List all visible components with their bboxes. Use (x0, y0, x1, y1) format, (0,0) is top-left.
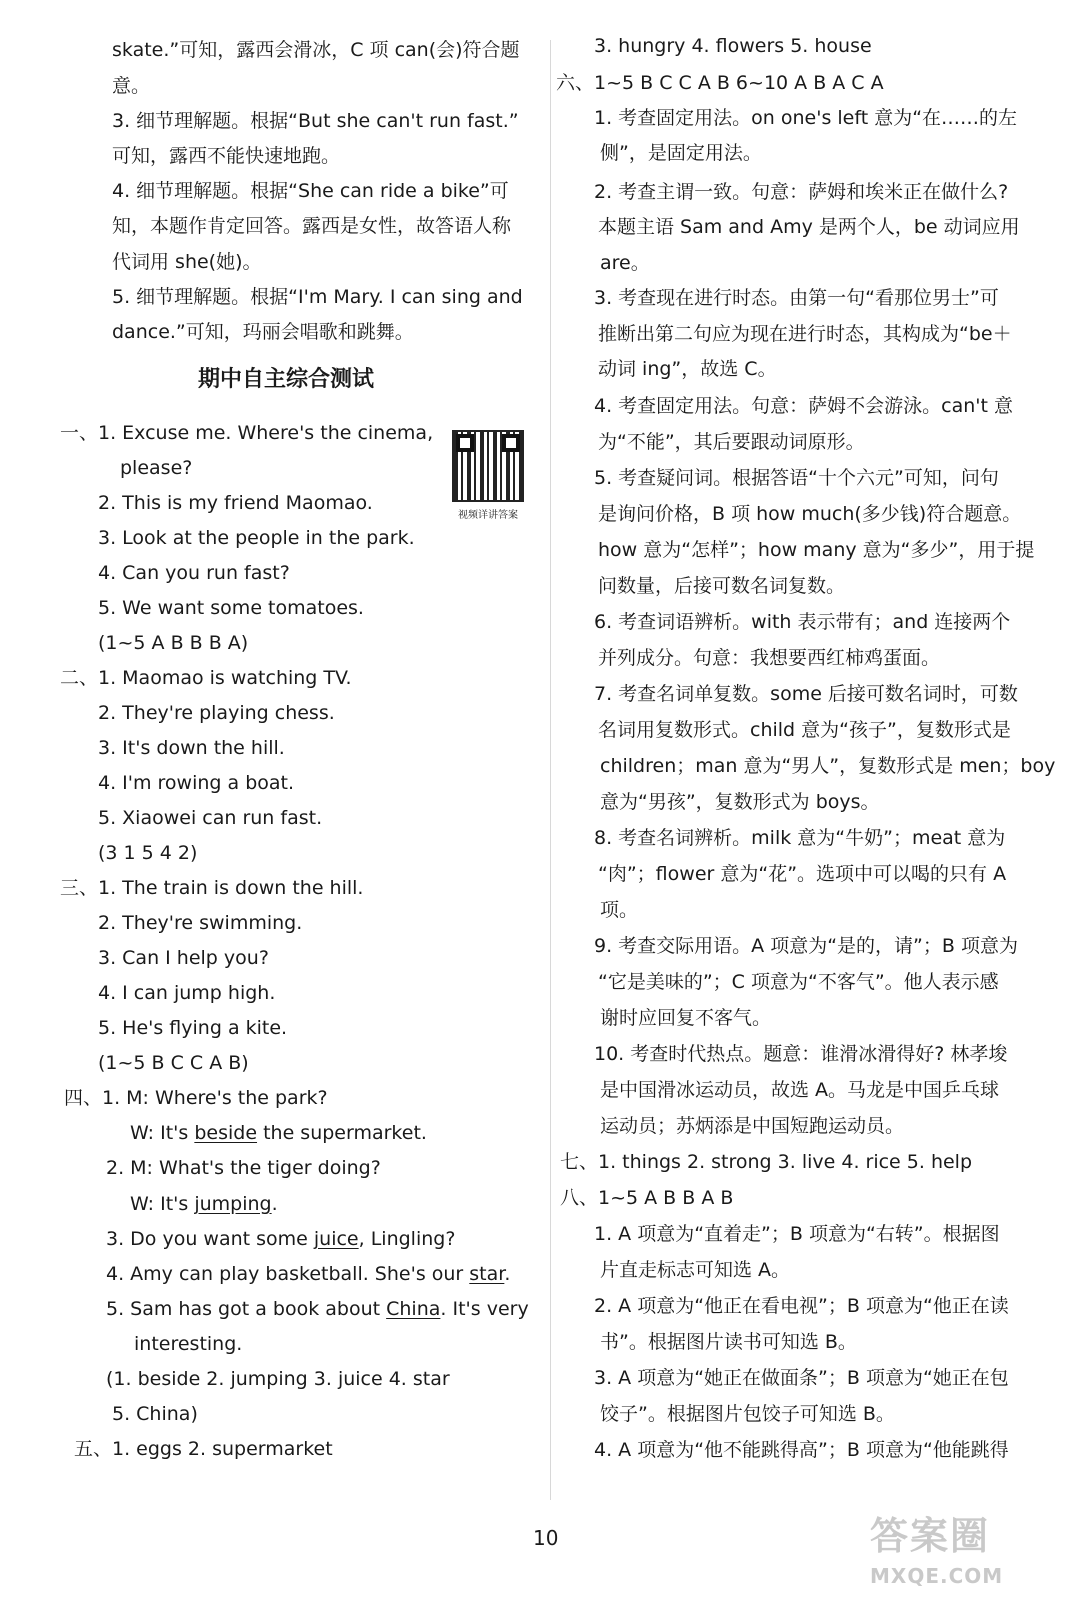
qr-caption: 视频详讲答案 (458, 510, 518, 521)
text-line: 并列成分。句意：我想要西红柿鸡蛋面。 (598, 647, 941, 669)
text-line: 为“不能”，其后要跟动词原形。 (598, 431, 865, 453)
text-line: W: It's jumping. (130, 1193, 278, 1215)
text-line: 4. 细节理解题。根据“She can ride a bike”可 (112, 180, 509, 202)
text-line: 一、1. Excuse me. Where's the cinema, (60, 422, 434, 444)
text-line: 2. They're playing chess. (98, 702, 335, 724)
text-line: “它是美味的”；C 项意为“不客气”。他人表示感 (598, 971, 999, 993)
text-line: 2. They're swimming. (98, 912, 303, 934)
text-line: 4. I can jump high. (98, 982, 276, 1004)
text-line: 名词用复数形式。child 意为“孩子”，复数形式是 (598, 719, 1011, 741)
text-line: 3. hungry 4. flowers 5. house (594, 35, 872, 57)
text-line: 4. 考查固定用法。句意：萨姆不会游泳。can't 意 (594, 395, 1014, 417)
text-line: 2. M: What's the tiger doing? (106, 1157, 381, 1179)
text-line: 1. 考查固定用法。on one's left 意为“在……的左 (594, 107, 1018, 129)
text-line: 意。 (112, 75, 151, 97)
text-line: 侧”，是固定用法。 (600, 142, 762, 164)
text-line: 2. 考查主谓一致。句意：萨姆和埃米正在做什么? (594, 181, 1009, 203)
text-line: 运动员；苏炳添是中国短跑运动员。 (600, 1115, 905, 1137)
text-line: 7. 考查名词单复数。some 后接可数名词时，可数 (594, 683, 1018, 705)
text-line: 项。 (600, 899, 639, 921)
section-heading: 期中自主综合测试 (198, 367, 375, 392)
text-line: 片直走标志可知选 A。 (600, 1259, 791, 1281)
text-line: 五、1. eggs 2. supermarket (74, 1438, 333, 1460)
text-line: 5. 细节理解题。根据“I'm Mary. I can sing and (112, 286, 523, 308)
text-line: 4. Can you run fast? (98, 562, 290, 584)
text-line: 3. Look at the people in the park. (98, 527, 415, 549)
text-line: 知，本题作肯定回答。露西是女性，故答语人称 (112, 215, 512, 237)
text-line: 4. A 项意为“他不能跳得高”；B 项意为“他能跳得 (594, 1439, 1009, 1461)
text-line: 5. We want some tomatoes. (98, 597, 364, 619)
text-line: 5. Xiaowei can run fast. (98, 807, 323, 829)
text-line: 5. China) (112, 1403, 198, 1425)
text-line: 2. A 项意为“他正在看电视”；B 项意为“他正在读 (594, 1295, 1009, 1317)
qr-code-box[interactable] (448, 430, 528, 528)
watermark (870, 1505, 1050, 1595)
text-line: (1~5 B C C A B) (98, 1052, 249, 1074)
text-line: children；man 意为“男人”，复数形式是 men；boy (600, 755, 1056, 777)
text-line: 六、1~5 B C C A B 6~10 A B A C A (556, 72, 884, 94)
text-line: 2. This is my friend Maomao. (98, 492, 373, 514)
text-line: skate.”可知，露西会滑冰，C 项 can(会)符合题 (112, 39, 520, 61)
text-line: (1. beside 2. jumping 3. juice 4. star (106, 1368, 450, 1390)
column-divider (550, 40, 551, 1500)
text-line: 5. He's flying a kite. (98, 1017, 288, 1039)
text-line: 意为“男孩”，复数形式为 boys。 (600, 791, 880, 813)
text-line: 3. Can I help you? (98, 947, 269, 969)
text-line: 10. 考查时代热点。题意：谁滑冰滑得好? 林孝埈 (594, 1043, 1008, 1065)
text-line: 二、1. Maomao is watching TV. (60, 667, 352, 689)
text-line: 可知，露西不能快速地跑。 (112, 145, 341, 167)
watermark-logo: 答案圈 (870, 1514, 991, 1558)
text-line: 3. 考查现在进行时态。由第一句“看那位男士”可 (594, 287, 999, 309)
text-line: 3. 细节理解题。根据“But she can't run fast.” (112, 110, 519, 132)
text-line: 3. Do you want some juice, Lingling? (106, 1228, 456, 1250)
text-line: 5. 考查疑问词。根据答语“十个六元”可知，问句 (594, 467, 999, 489)
text-line: 3. It's down the hill. (98, 737, 285, 759)
text-line: dance.”可知，玛丽会唱歌和跳舞。 (112, 321, 414, 343)
text-line: 四、1. M: Where's the park? (64, 1087, 328, 1109)
text-line: 推断出第二句应为现在进行时态，其构成为“be＋ (598, 323, 1012, 345)
text-line: 5. Sam has got a book about China. It's very (106, 1298, 529, 1320)
text-line: 代词用 she(她)。 (112, 251, 262, 273)
text-line: 本题主语 Sam and Amy 是两个人，be 动词应用 (598, 216, 1020, 238)
text-line: 是中国滑冰运动员，故选 A。马龙是中国乒乓球 (600, 1079, 1000, 1101)
text-line: interesting. (134, 1333, 243, 1355)
text-line: are。 (600, 252, 650, 274)
text-line: 动词 ing”，故选 C。 (598, 358, 777, 380)
text-line: please? (120, 457, 193, 479)
text-line: 4. Amy can play basketball. She's our star. (106, 1263, 511, 1285)
text-line: (3 1 5 4 2) (98, 842, 198, 864)
text-line: “肉”；flower 意为“花”。选项中可以喝的只有 A (598, 863, 1007, 885)
text-line: 八、1~5 A B B A B (560, 1187, 734, 1209)
text-line: W: It's beside the supermarket. (130, 1122, 427, 1144)
text-line: (1~5 A B B B A) (98, 632, 249, 654)
text-line: 饺子”。根据图片包饺子可知选 B。 (600, 1403, 895, 1425)
text-line: 谢时应回复不客气。 (600, 1007, 772, 1029)
text-line: 问数量，后接可数名词复数。 (598, 575, 846, 597)
text-line: 三、1. The train is down the hill. (60, 877, 364, 899)
page-number: 10 (533, 1526, 559, 1550)
text-line: how 意为“怎样”；how many 意为“多少”，用于提 (598, 539, 1035, 561)
text-line: 3. A 项意为“她正在做面条”；B 项意为“她正在包 (594, 1367, 1009, 1389)
text-line: 8. 考查名词辨析。milk 意为“牛奶”；meat 意为 (594, 827, 1006, 849)
text-line: 9. 考查交际用语。A 项意为“是的，请”；B 项意为 (594, 935, 1018, 957)
text-line: 4. I'm rowing a boat. (98, 772, 295, 794)
text-line: 6. 考查词语辨析。with 表示带有；and 连接两个 (594, 611, 1011, 633)
watermark-url: MXQE.COM (870, 1564, 1004, 1588)
text-line: 七、1. things 2. strong 3. live 4. rice 5. help (560, 1151, 973, 1173)
text-line: 书”。根据图片读书可知选 B。 (600, 1331, 857, 1353)
text-line: 是询问价格，B 项 how much(多少钱)符合题意。 (598, 503, 1022, 525)
qr-code-icon[interactable] (452, 430, 524, 502)
text-line: 1. A 项意为“直着走”；B 项意为“右转”。根据图 (594, 1223, 1000, 1245)
